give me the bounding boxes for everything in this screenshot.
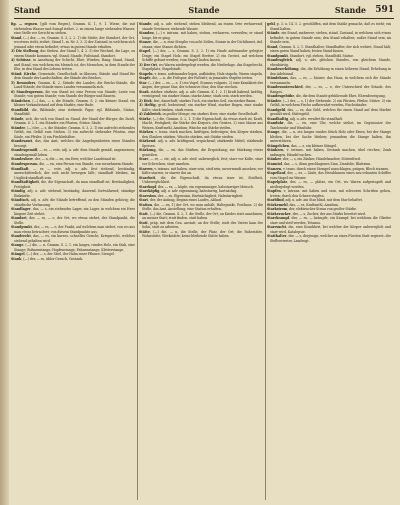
dictionary-entry: Stänker, der, — s, ein Zänker, Händelmacher, Störenfried. (267, 157, 361, 162)
dictionary-entry: Starrkrampf, der, — es, — krämpfe, ein Krampf, bei welchem die Glieder starr und steif werden, Tetanus. (267, 216, 391, 225)
header-left-catchword: Stand (14, 5, 41, 15)
dictionary-entry: Ständer, (—) der, — s, die Ständer, Gramm. S. 3, 2. 1) ein aufrecht stehendes Gefäß, ein Gefäß zum Stehen. 2) ein aufrecht stehender Pfosten, eine Säule, ein Pfeiler. 3) ein Fischbehälter. (11, 125, 135, 139)
dictionary-entry: Standesherr, der, — n, die — en, ein Herr, welcher Landstand ist. (11, 157, 117, 162)
dictionary-entry: Stängel, (—) der, — s, der Stiel, der Halm einer Pflanze, Stengel. (11, 252, 115, 257)
dictionary-entry: Standesgleich, adj. u. adv. gleichen Standes, von gleichem Stande, ebenbürtig. (267, 58, 391, 67)
dictionary-entry: Standlager, das, — s, ein stehendes Lager, ein Lager, in welchem ein Heer längere Zeit stehet. (11, 207, 135, 216)
dictionary-entry: 3) Der Ort, wo Waren niedergelegt werden, die Niederlage, das Stapelrecht, Stapelplatz, Stapelstadt. (139, 62, 263, 72)
dictionary-entry: Starrheit, die, die Eigenschaft, da etwas starr ist, Steifheit, Unbeweglichkeit. (139, 175, 263, 185)
dictionary-entry: Standesperson, die, — en, eine Person von Stande, von vornehmem Stande. (11, 161, 134, 166)
dictionary-entry: Station, die, — en, 1) der Ort, wo man anhält, Haltepunkt, Posthaus. 2) die Stelle, das Amt, Anstellung; eine Station erhalten. (139, 202, 263, 212)
dictionary-entry: Standesgemäß, — er, — este, adj. u. adv. dem Stande gemäß, angemessen; standesgemäß leben. (11, 148, 135, 157)
dictionary-entry: Ständchen, (—) das, — s, die Stände, Gramm. S. 2. ein kleiner Stand, ein kleiner Verkaufsstand auf dem Markte, eine Bude. (11, 98, 135, 108)
book-spine-shadow (0, 0, 9, 505)
dictionary-entry: Standeserhöhung, die, die Erhöhung in einen höheren Stand, Erhebung in den Adelstand. (267, 67, 391, 76)
dictionary-entry: Standuhr, die, — en, eine Uhr, welche stehet, im Gegensatze der Taschenuhr und Wanduhr. (267, 121, 391, 130)
dictionary-entry: Starren, v. intrans. mit haben, starr sein, steif sein; unverwandt ansehen; vor Kälte starren; er starrte ihn an. (139, 166, 263, 176)
dictionary-entry: Stapelplatz, der, — es, — plätze, ein Ort, wo Waren aufgestapelt und niedergelegt werden. (267, 180, 391, 189)
dictionary-entry: Starrkopf, der, — es, — köpfe, ein eigensinniger, halsstarriger Mensch. (139, 184, 254, 189)
dictionary-entry: Star, (—) der, — es, — e, 1) ein Vogel, Sturnus vulgaris. 2) eine Krankheit der Augen; der graue Star, der schwarze Star; den Star stechen. (139, 80, 263, 90)
dictionary-entry: Standesunterschied, der, — es, — e, der Unterschied der Stände, des Ranges. (267, 85, 391, 94)
dictionary-entry: Starr, — er, — ste, adj. u. adv. steif, unbeweglich, fest; starr vor Kälte, starr vor Schrecken; starr ansehen. (139, 157, 263, 166)
dictionary-entry: Starrsucht, die, eine Krankheit, bei welcher der Körper unbeweglich und starr wird, Katalepsie. (267, 225, 391, 234)
dictionary-entry: Stapfe, die, — n, die Fußspur, der Fußtritt; in jemandes Stapfen treten. (139, 76, 254, 81)
text-column-left (11, 22, 135, 500)
column-divider (137, 22, 138, 500)
dictionary-entry: Statt, (—) die, Gramm. S. 2, 1. die Stelle, der Ort; an Kindes statt annehmen; an meiner Statt; statt finden, statt haben. (139, 211, 263, 221)
dictionary-entry: Stärkung, die, — en, das Stärken, die Erquickung; zur Stärkung etwas genießen. (139, 148, 263, 157)
dictionary-entry: Stänkern, v. intrans. mit haben, Gestank machen, übel riechen; Zank anfangen, Händel suchen. (267, 148, 391, 157)
text-column-right (267, 22, 391, 500)
dictionary-entry: 4) Schüsse, in Ansehung der Schicht, Ehre, Würden, Rang, Stand, Stand, und Stand, von welchem ein Mensch ist, des Menschen, in dem Stande der Ehe, in den Stand des Lebens treten. (11, 58, 135, 72)
dictionary-entry: Standesgebühr, die, die dem Stande gebührende Ehre, Ehrenbezeigung. (267, 94, 386, 99)
dictionary-entry: Stärken, v. trans. stark machen, kräftigen, befestigen; den Körper stärken, den Glauben stärken; Wäsche stärken, mit Stärke steifen. (139, 130, 263, 139)
dictionary-entry: Stange, die, — n, ein langes rundes Stück Holz oder Eisen; bei der Stange bleiben, bei der Sache bleiben; jemandem die Stange halten, ihn unterstützen. (267, 130, 391, 144)
dictionary-entry: Stand, Gramm. S. 2, 1. Standhalter, Standhafter, der sich wehret, Stand hält; einen guten Stand haben; festen Stand fassen. (267, 44, 391, 54)
running-header (14, 5, 394, 19)
dictionary-entry: Stände, sich, die sich von Stand zu Stand, der Stand der Bürger, die Zunft, Gramm. S. 2. 1. ein Ständer, ein Pfosten, Stütze, Säule. (11, 116, 135, 126)
dictionary-entry: Stände, ein Stand, mehrerer; stehen, ständ. Zustand, in welchem sich etwas befindet; in gutem Stande sein; den Stand erhalten; außer Stand sein, im Stande sein. (267, 31, 391, 45)
dictionary-entry: Stande, adj. u. adv. stehend, stehen bleibend, an einem Orte verharrend; stande Gewässer, stehende Wasser. (139, 22, 263, 31)
dictionary-entry: 6) Standesperson, die von Stand ist; eine Person von Stande; Leute von Stande; von gutem Stande; vom Stande der Bürger und Bauern. (11, 89, 135, 99)
dictionary-entry: Starkstrom, der, elektrischer Strom von großer Stärke. (267, 207, 358, 212)
dictionary-entry: Stapellauf, der, — es, — läufe, das Herablassen eines neu erbauten Schiffes vom Stapel ins Wasser. (267, 171, 391, 180)
header-right-catchword: Stande (334, 5, 366, 15)
dictionary-entry: Ständer, (—) der, — s, 1) der Stehende. 2) ein Pfosten, Pfeiler, Stütze. 3) ein Gefäß, in welchem Fische aufbewahrt werden, Fischständer. (267, 98, 391, 108)
dictionary-entry: Start, der, der Anfang, Beginn eines Laufes, Ablauf. (139, 198, 222, 203)
dictionary-entry: Starrköpfig, adj. u. adv. eigensinnig, halsstarrig, hartnäckig. (139, 189, 238, 194)
dictionary-entry: 5) Besonders, Gramm. K. 2, Stände des Landes; die Reichs-Stände, die Land-Stände; die Stände eines Landes versammeln sich. (11, 80, 135, 90)
dictionary-entry: Standgeld, das, — es, das Geld, welches für einen Stand auf dem Markte gezahlt wird, Stättegeld. (267, 107, 391, 117)
dictionary-entry: Stängelchen, das, — s, ein kleiner Stängel. (267, 143, 338, 148)
dictionary-entry: Stanze, die, — n, eine Strophe von acht Zeilen, Stanze in der Dichtkunst, ital. stanza; eine Stanze dichten. (139, 40, 263, 49)
dictionary-entry: Standpunkt, Standort, vgl. stehen, Standbild, Statue. (267, 53, 355, 58)
dictionary-entry: Ständisch, adj. u. adv. die Stände betreffend, zu den Ständen gehörig; die ständische Verfassung. (11, 198, 135, 207)
dictionary-entry: Starrsinn, der, — es, Eigensinn, Hartnäckigkeit, Halsstarrigkeit. (139, 193, 244, 198)
dictionary-entry: Standhaft, — er, — este, adj. u. adv. fest stehend, beständig, unerschütterlich, der sich nicht bewegen läßt; standhaft bleiben, im Unglück standhaft sein. (11, 166, 135, 180)
column-divider (265, 22, 266, 500)
dictionary-entry: Standbild, die, Bildsäule, eine stehende Figur, vgl. Bildsäule, Statue, Standbild. (11, 107, 135, 117)
dictionary-entry: Stapfen, v. intrans. mit haben und sein, mit schweren Schritten gehen, treten; durch den Schnee stapfen. (267, 189, 391, 198)
dictionary-entry: Stark, stärker, stärkste, adj. u. adv. Gramm. K. 1, 2. 1) Kraft habend, kräftig, vermögend; ein starker Mann, starke Arme; stark sein, stark werden. (139, 89, 263, 99)
dictionary-entry: Ständig, adj. u. adv. stehend, beständig, dauernd, fortwährend; ständige Einkünfte. (11, 189, 135, 198)
dictionary-entry: Stärkemehl, das, — es, Kraftmehl, Amidum. (267, 202, 339, 207)
dictionary-entry: Standen, (—) v. intrans. mit haben, stehen, verharren, verweilen; er stand lange, bis er ging. (139, 31, 263, 40)
header-center-catchword: Stande (188, 5, 220, 15)
dictionary-entry: Statthalter, der, — s, derjenige, welcher an eines Fürsten Statt regieret, der Stellvertreter, Landvogt. (267, 234, 391, 243)
dictionary-entry: Standhaftig, adj. u. adv. veraltet für standhaft. (267, 116, 344, 121)
dictionary-entry: Stank, (—) der, — es, übler Geruch, Gestank. (11, 256, 84, 261)
dictionary-entry: Stapeln, v. trans. aufeinander legen, aufhäufen; Holz stapeln, Waren stapeln. (139, 71, 263, 76)
dictionary-entry: Starblind, adj. u. adv. am Star blind, mit dem Star behaftet. (267, 198, 363, 203)
dictionary-entry: Standhaftigkeit, die, die Eigenschaft, da man standhaft ist, Beständigkeit, Festigkeit. (11, 180, 135, 189)
dictionary-entry: Stapel, (—) der, — s, Gramm. S. 3, 2. 1) ein Haufe aufeinander gelegter Dinge; ein Stapel Holz, ein Stapel Bretter. 2) ein Gerüst, auf welchem Schiffe gebaut werden; vom Stapel laufen lassen. (139, 49, 263, 63)
dictionary-entry: Ständehaus, das, — es, — häuser, das Haus, in welchem sich die Stände versammeln. (267, 76, 391, 85)
dictionary-entry: Stange, (—) die, — n, Gramm. S. 2, 1. ein langes, rundes Holz, ein Stab, eine Stange; Bohnenstange, Hopfenstange, Fahnenstange, Kletterstange. (11, 243, 135, 252)
page-number: 591 (375, 5, 394, 15)
dictionary-entry: Stanniol, das, — s, dünn geschlagenes Zinn, Zinnfolie, Blattzinn. (267, 161, 372, 166)
dictionary-entry: Stärkezucker, der, — s, Zucker, der aus Stärke bereitet wird. (267, 211, 366, 216)
dictionary-entry: Statt, präp. mit dem Gen. anstatt, an der Stelle; statt des Vaters kam der Sohn; statt zu arbeiten. (139, 220, 263, 230)
text-column-middle (139, 22, 263, 500)
dictionary-entry: Standesamt, das, das Amt, welches die Angelegenheiten eines Standes besorgt. (11, 139, 135, 148)
dictionary-entry: Standort, der, — es, — e, der Ort, wo etwas stehet, der Standpunkt, die Stelle. (11, 216, 135, 225)
dictionary-entry: 4) Zahlreich, in großer Menge; ein starkes Heer, eine starke Gesellschaft. (139, 112, 259, 117)
dictionary-entry: 3) Heftig, groß, bedeutend; ein starker Wind, starker Regen, eine starke Kälte; stark trinken, stark essen. (139, 103, 263, 112)
dictionary-entry: Stätte, (—) die, — n, die Stelle, der Platz, der Ort; die Ruhestätte, Wohnstätte, Werkstätte; keine bleibende Stätte haben. (139, 229, 263, 239)
header-rule (14, 18, 394, 19)
dictionary-entry: 2) Dick, fest, dauerhaft; starkes Tuch, ein starkes Seil, ein starker Baum. (139, 98, 257, 103)
dictionary-entry: Standpunkt, der, — es, — e, der Punkt, auf welchem man stehet, von wo aus man etwas betrachtet; von diesem Standpunkte aus. (11, 225, 135, 234)
dictionary-entry: 3) Die Stellung, das Stehen, der Stand 1, 4. 2. 5) der Wechsel, die Lage, zu einem Stande kommen, vgl. Stand, Stande, Fußstand, Standort. (11, 49, 135, 58)
dictionary-entry: fig. — regnen, [gilt vom Regen], Gramm. K. 1, 9. 1. Wiese, die mit stehendem Wasser und Sumpf stehet. 2. zu einem lange stehenden Wasser, eine Stelle vor Gericht zu stehen. (11, 22, 135, 36)
dictionary-entry: Standrecht, das, — es, ein kurzes, schnelles Gericht, Kriegsrecht, welches stehend gehalten wird. (11, 234, 135, 243)
dictionary-entry: gehl, p. 3. u. 14. 5. 2. geschliffen, mit dem Stahle gemacht, daß es steht; ein Stand halten. (267, 22, 391, 31)
dictionary-entry: Ständ. Kirche, Gemeinde, Gesellschaft, in Klassen, Stände und Stand für dem Stande der Landschaften, die Stände des Reiches. (11, 71, 135, 81)
dictionary-entry: Stand, (—) der, — es, Gramm. S. 3, 2. 2. 1) die Stätte, der Standort, der Ort, wo etwas steht, stehet; Stand 1, m. Nr. 3, 3. 2) der Zustand, in welchem sich jemand oder etwas befindet; etwas in gutem Stande erhalten. (11, 35, 135, 49)
dictionary-entry: Stärke, (—) die, Gramm. S. 2, 1. 1) die Eigenschaft, da etwas stark ist, Kraft, Macht, Festigkeit; die Stärke des Körpers, des Geistes. 2) eine Masse aus Weizen, Kraftmehl, Amidum; Wäsche mit Stärke steifen. (139, 116, 263, 130)
dictionary-entry: Stanzen, v. trans. durch einen Stempel ausschlagen, prägen; Blech stanzen. (267, 166, 390, 171)
dictionary-entry: Stärkend, adj. u. adv. kräftigend, erquickend; stärkende Mittel, stärkende Speisen. (139, 139, 263, 148)
